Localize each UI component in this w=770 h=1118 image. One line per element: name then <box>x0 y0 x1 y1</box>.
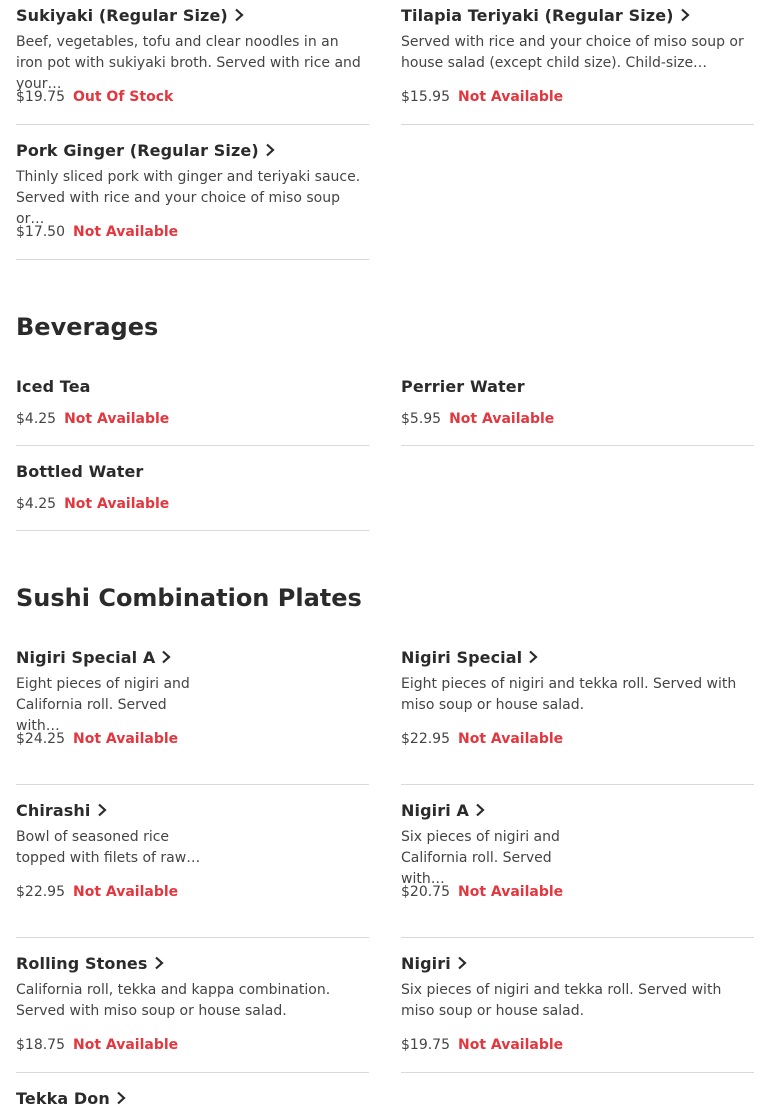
menu-item-iced-tea[interactable] <box>16 375 369 446</box>
chevron-right-icon <box>97 803 107 817</box>
chevron-right-icon <box>116 1091 126 1105</box>
menu-item-tekka-don[interactable] <box>16 1087 369 1117</box>
item-price: $19.75 <box>16 89 65 105</box>
menu-item-sukiyaki[interactable] <box>16 4 369 125</box>
status-badge: Not Available <box>449 411 555 427</box>
item-description: Beef, vegetables, tofu and clear noodles in an iron pot with sukiyaki broth. Served with rice and your… <box>16 34 361 92</box>
chevron-right-icon <box>528 650 538 664</box>
item-price: $22.95 <box>401 731 450 747</box>
status-badge: Not Available <box>73 731 179 747</box>
item-price: $22.95 <box>16 884 65 900</box>
item-description: Six pieces of nigiri and California roll. Served with… <box>401 829 560 887</box>
status-badge: Not Available <box>458 884 564 900</box>
chevron-right-icon <box>154 956 164 970</box>
item-title: Tilapia Teriyaki (Regular Size) <box>401 5 674 25</box>
status-badge: Not Available <box>73 884 179 900</box>
item-title: Nigiri <box>401 953 451 973</box>
status-badge: Not Available <box>458 1037 564 1053</box>
item-title: Tekka Don <box>16 1088 110 1108</box>
item-description: Six pieces of nigiri and tekka roll. Served with miso soup or house salad. <box>401 982 722 1019</box>
item-title: Sukiyaki (Regular Size) <box>16 5 228 25</box>
item-description: Eight pieces of nigiri and California roll. Served with… <box>16 676 190 734</box>
item-price: $24.25 <box>16 731 65 747</box>
item-price: $4.25 <box>16 496 57 512</box>
menu-item-nigiri-a[interactable] <box>401 799 754 938</box>
chevron-right-icon <box>475 803 485 817</box>
item-price: $5.95 <box>401 411 442 427</box>
item-title: Iced Tea <box>16 376 91 396</box>
chevron-right-icon <box>457 956 467 970</box>
status-badge: Not Available <box>73 1037 179 1053</box>
status-badge: Not Available <box>458 731 564 747</box>
menu-item-nigiri[interactable] <box>401 952 754 1073</box>
item-title: Chirashi <box>16 800 91 820</box>
item-price: $18.75 <box>16 1037 65 1053</box>
item-description: California roll, tekka and kappa combination. Served with miso soup or house salad. <box>16 982 331 1019</box>
status-badge: Out Of Stock <box>73 89 174 105</box>
status-badge: Not Available <box>458 89 564 105</box>
item-description: Served with rice and your choice of miso soup or house salad (except child size). Child-size… <box>401 34 744 71</box>
menu-item-chirashi[interactable] <box>16 799 369 938</box>
item-title: Nigiri Special <box>401 647 523 667</box>
item-description: Bowl of seasoned rice topped with filets of raw… <box>16 829 201 866</box>
menu-item-bottled-water[interactable] <box>16 460 369 531</box>
chevron-right-icon <box>234 8 244 22</box>
item-description: Thinly sliced pork with ginger and teriyaki sauce. Served with rice and your choice of miso soup or… <box>16 169 361 227</box>
status-badge: Not Available <box>64 496 170 512</box>
menu-item-nigiri-special-a[interactable] <box>16 646 369 785</box>
item-title: Bottled Water <box>16 461 144 481</box>
chevron-right-icon <box>265 143 275 157</box>
section-title-sushi-combination: Sushi Combination Plates <box>16 584 362 612</box>
item-title: Nigiri A <box>401 800 469 820</box>
status-badge: Not Available <box>64 411 170 427</box>
menu-item-tilapia-teriyaki[interactable] <box>401 4 754 125</box>
item-price: $20.75 <box>401 884 450 900</box>
menu-item-nigiri-special[interactable] <box>401 646 754 785</box>
status-badge: Not Available <box>73 224 179 240</box>
menu-item-rolling-stones[interactable] <box>16 952 369 1073</box>
menu-item-pork-ginger[interactable] <box>16 139 369 260</box>
item-price: $15.95 <box>401 89 450 105</box>
item-title: Nigiri Special A <box>16 647 156 667</box>
item-title: Pork Ginger (Regular Size) <box>16 140 259 160</box>
item-title: Rolling Stones <box>16 953 148 973</box>
item-price: $4.25 <box>16 411 57 427</box>
item-title: Perrier Water <box>401 376 525 396</box>
chevron-right-icon <box>161 650 171 664</box>
item-description: Eight pieces of nigiri and tekka roll. Served with miso soup or house salad. <box>401 676 737 713</box>
item-price: $19.75 <box>401 1037 450 1053</box>
item-price: $17.50 <box>16 224 65 240</box>
chevron-right-icon <box>680 8 690 22</box>
section-title-beverages: Beverages <box>16 313 159 341</box>
menu-item-perrier-water[interactable] <box>401 375 754 446</box>
